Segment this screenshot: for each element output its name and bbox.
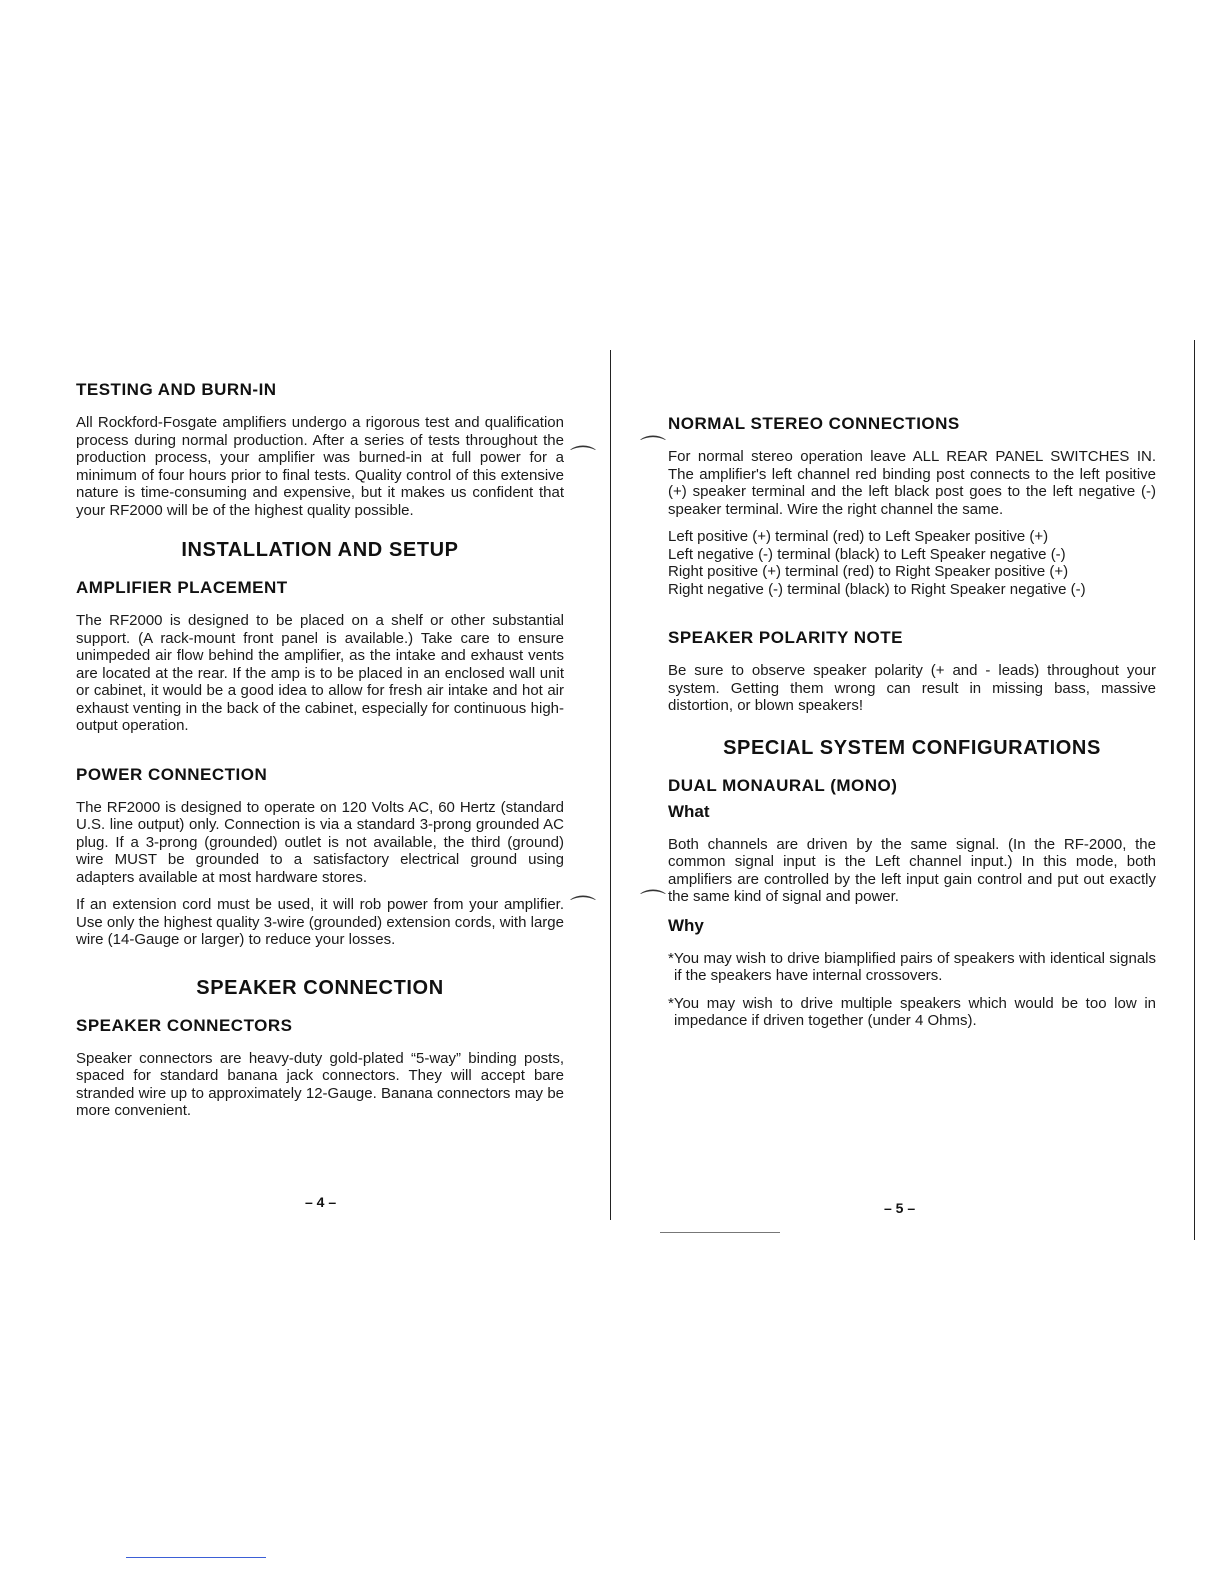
punch-hole-mark: ⌒	[640, 888, 667, 918]
connectors-heading: SPEAKER CONNECTORS	[76, 1015, 293, 1035]
stereo-paragraph: For normal stereo operation leave ALL REAR PANEL SWITCHES IN. The amplifier's left channel red binding post connects to the left positive (+) speaker terminal and the left black post goes to the left negative (-) speaker terminal. Wire the right channel the same.	[668, 448, 1156, 518]
stereo-heading: NORMAL STEREO CONNECTIONS	[668, 414, 960, 433]
page-number-left: – 4 –	[305, 1194, 337, 1210]
power-paragraph-2: If an extension cord must be used, it will rob power from your amplifier. Use only the highest quality 3-wire (grounded) extension cords, with large wire (14-Gauge or larger) to reduce your losses.	[76, 896, 564, 948]
what-paragraph: Both channels are driven by the same signal. (In the RF-2000, the common signal input is the Left channel input.) In this mode, both amplifiers are controlled by the left input gain control and put out exactly the same kind of signal and power.	[668, 835, 1156, 905]
scan-artifact-line	[126, 1557, 266, 1558]
wiring-line: Left negative (-) terminal (black) to Left Speaker negative (-)	[668, 545, 1066, 563]
testing-paragraph: All Rockford-Fosgate amplifiers undergo a rigorous test and qualification process during normal production. After a series of tests throughout the production process, your amplifier was burned-in at full power for a minimum of four hours prior to final tests. Quality control of this extensive nature is time-consuming and expensive, but it makes us confident that your RF2000 will be of the highest quality possible.	[76, 414, 564, 519]
why-bullet: *You may wish to drive biamplified pairs of speakers with identical signals if the speakers have internal crossovers.	[668, 949, 1156, 984]
testing-heading: TESTING AND BURN-IN	[76, 380, 277, 399]
wiring-line: Right negative (-) terminal (black) to Right Speaker negative (-)	[668, 580, 1086, 598]
punch-hole-mark: ⌒	[570, 894, 597, 924]
why-heading: Why	[668, 915, 704, 935]
placement-heading: AMPLIFIER PLACEMENT	[76, 578, 288, 597]
speaker-connection-heading: SPEAKER CONNECTION	[196, 976, 444, 999]
mono-heading: DUAL MONAURAL (MONO)	[668, 775, 898, 795]
punch-hole-mark: ⌒	[640, 434, 667, 464]
right-page	[668, 414, 1156, 1040]
left-page	[76, 380, 564, 1130]
power-heading: POWER CONNECTION	[76, 764, 268, 784]
scan-artifact-line	[660, 1232, 780, 1233]
wiring-line: Right positive (+) terminal (red) to Right Speaker positive (+)	[668, 563, 1069, 580]
right-edge-line	[1194, 340, 1195, 1240]
wiring-line: Left positive (+) terminal (red) to Left Speaker positive (+)	[668, 528, 1049, 545]
polarity-paragraph: Be sure to observe speaker polarity (+ and - leads) throughout your system. Getting them wrong can result in missing bass, massive distortion, or blown speakers!	[668, 662, 1156, 714]
punch-hole-mark: ⌒	[570, 444, 597, 474]
connectors-paragraph: Speaker connectors are heavy-duty gold-plated “5-way” binding posts, spaced for standard banana jack connectors. They will accept bare stranded wire up to approximately 12-Gauge. Banana connectors may be more convenient.	[76, 1049, 564, 1119]
polarity-heading: SPEAKER POLARITY NOTE	[668, 628, 903, 647]
what-heading: What	[668, 801, 710, 821]
page-number-right: – 5 –	[884, 1200, 916, 1216]
power-paragraph-1: The RF2000 is designed to operate on 120 Volts AC, 60 Hertz (standard U.S. line output) only. Connection is via a standard 3-prong grounded AC plug. If a 3-prong (grounded) outlet is not available, the third (ground) wire MUST be grounded to a satisfactory electrical ground using adapters available at most hardware stores.	[76, 798, 564, 886]
placement-paragraph: The RF2000 is designed to be placed on a shelf or other substantial support. (A rack-mount front panel is available.) Take care to ensure unimpeded air flow behind the amplifier, as the intake and exhaust vents are located at the rear. If the amp is to be placed in an enclosed wall unit or cabinet, it would be a good idea to allow for fresh air intake and hot air exhaust venting in the back of the cabinet, especially for continuous high-output operation.	[76, 612, 564, 734]
installation-heading: INSTALLATION AND SETUP	[181, 539, 459, 561]
gutter-divider	[610, 350, 611, 1220]
why-bullet: *You may wish to drive multiple speakers which would be too low in impedance if driven together (under 4 Ohms).	[668, 994, 1156, 1029]
wiring-list	[668, 528, 1156, 598]
special-configurations-heading: SPECIAL SYSTEM CONFIGURATIONS	[723, 736, 1101, 759]
